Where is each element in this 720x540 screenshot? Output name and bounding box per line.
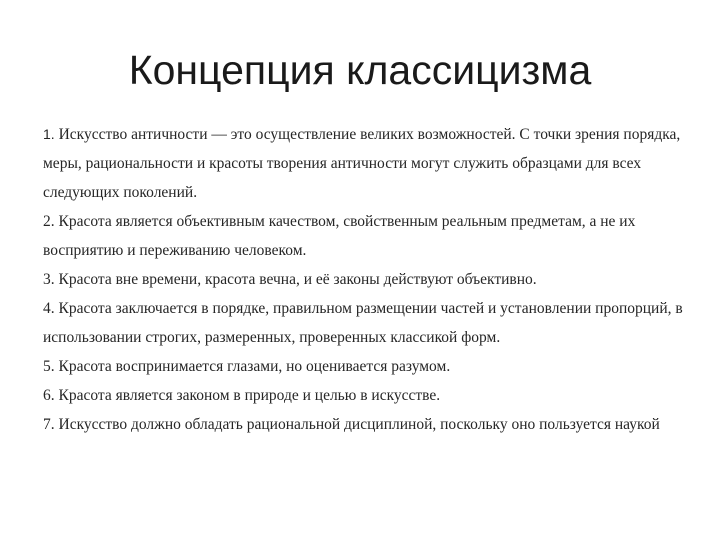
list-item-number: 6.	[43, 387, 59, 404]
list-item	[43, 410, 683, 439]
list-item	[43, 265, 683, 294]
slide-title: Концепция классицизма	[128, 47, 592, 93]
list-item-text: Искусство должно обладать рациональной дисциплиной, поскольку оно пользуется наукой	[58, 416, 660, 433]
list-item	[43, 120, 683, 207]
list-item-number: 4.	[43, 300, 59, 317]
principles-list	[43, 120, 683, 439]
list-item	[43, 294, 683, 352]
list-item-number: 1.	[43, 126, 59, 142]
list-item-text: Искусство античности — это осуществление великих возможностей. С точки зрения порядка, меры, рациональности и красоты творения античности могут служить образцами для всех следующих поколений.	[43, 126, 681, 201]
list-item-number: 3.	[43, 271, 59, 288]
list-item	[43, 381, 683, 410]
list-item-text: Красота воспринимается глазами, но оценивается разумом.	[58, 358, 451, 375]
list-item	[43, 352, 683, 381]
list-item-number: 7.	[43, 416, 59, 433]
list-item-number: 5.	[43, 358, 59, 375]
list-item	[43, 207, 683, 265]
list-item-text: Красота заключается в порядке, правильном размещении частей и установлении пропорций, в использовании строгих, размеренных, проверенных классикой форм.	[43, 300, 683, 346]
list-item-text: Красота является законом в природе и целью в искусстве.	[58, 387, 441, 404]
list-item-text: Красота является объективным качеством, свойственным реальным предметам, а не их восприятию и переживанию человеком.	[43, 213, 636, 259]
list-item-text: Красота вне времени, красота вечна, и её законы действуют объективно.	[58, 271, 537, 288]
list-item-number: 2.	[43, 213, 59, 230]
